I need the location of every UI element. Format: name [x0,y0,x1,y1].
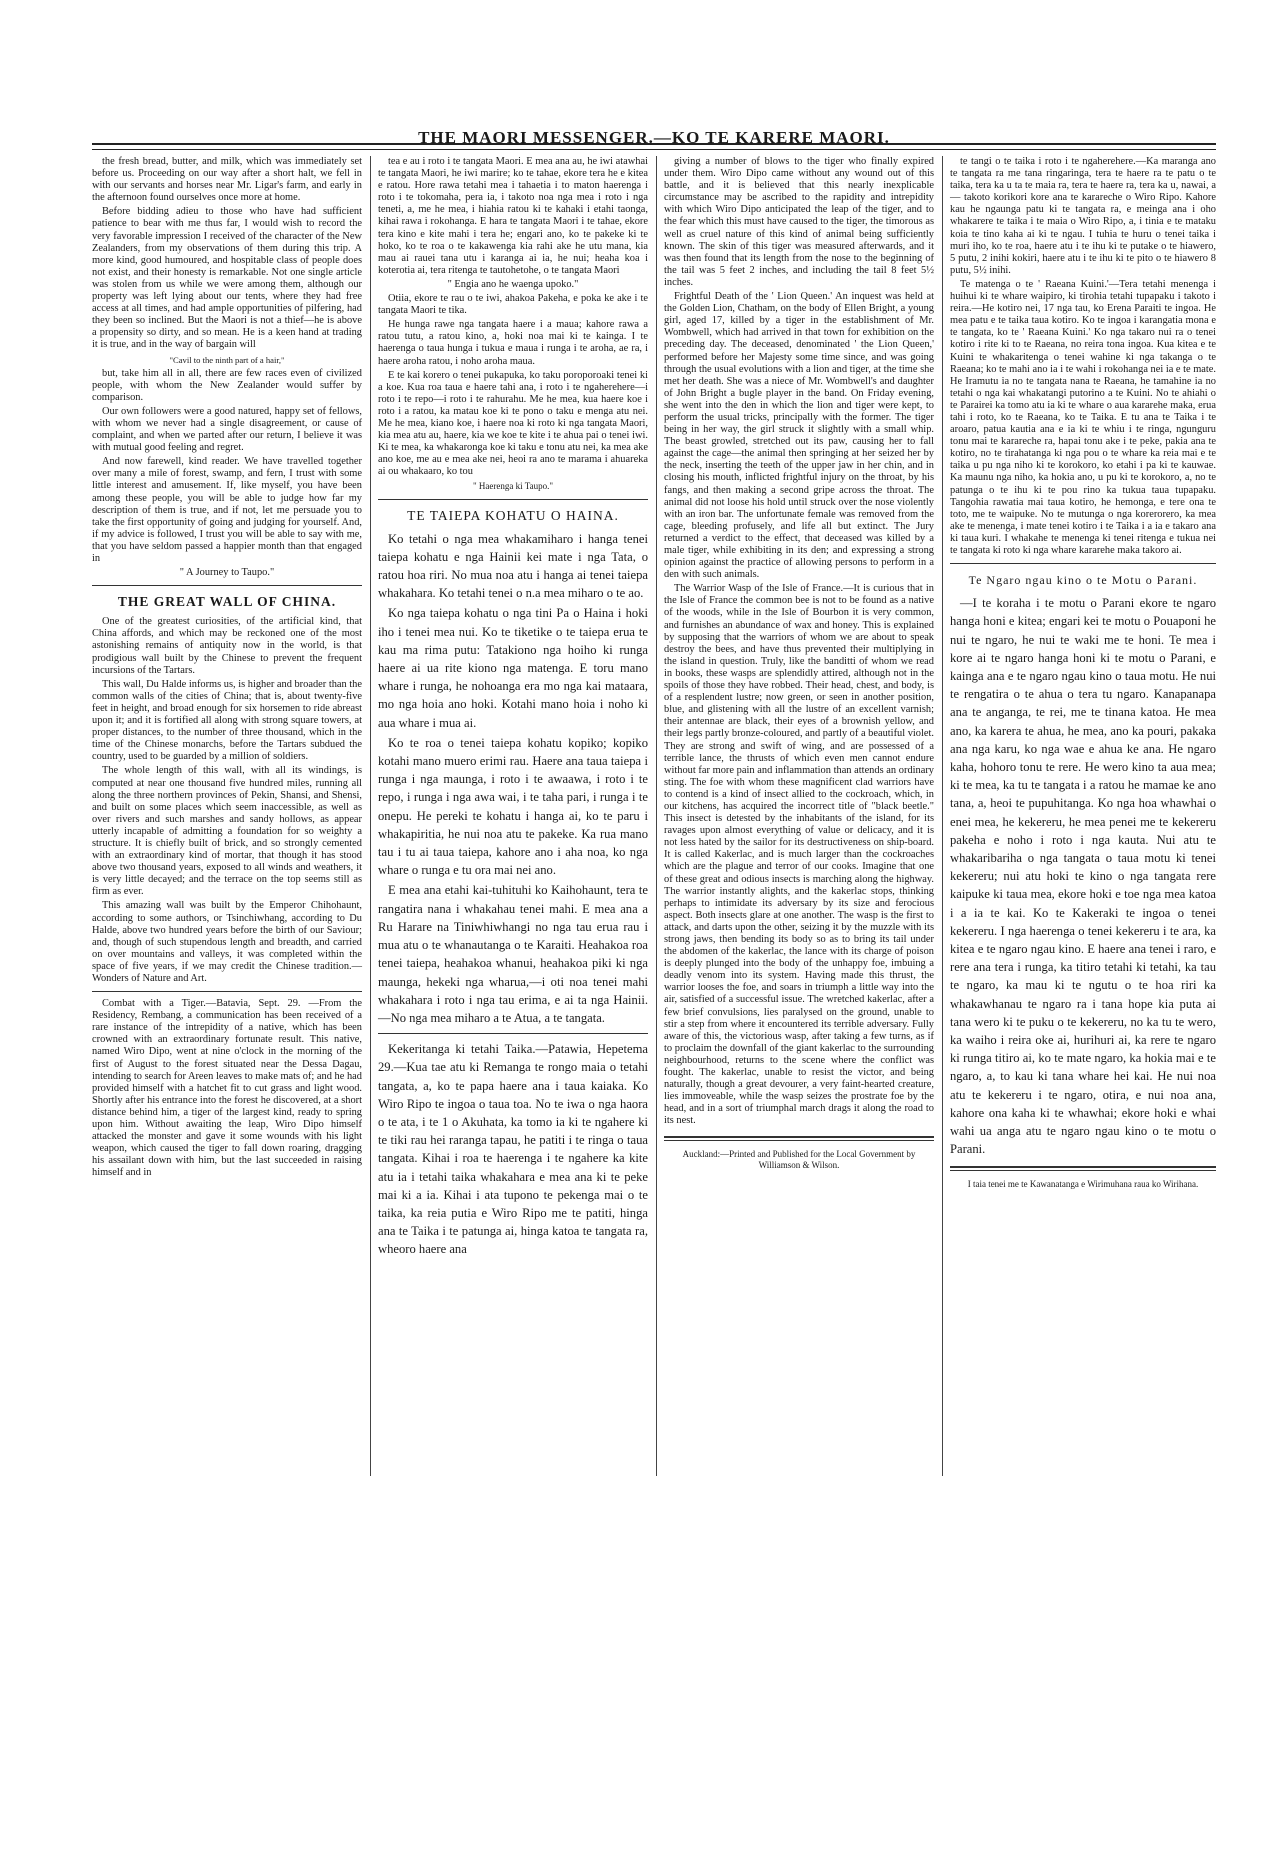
paragraph: giving a number of blows to the tiger who finally expired under them. Wiro Dipo came without any wound out of this battle, and it is believed that this nearly inexplicable circumstance may be ascribed to the rapidity and intrepidity with which Wiro Dipo anticipated the leap of the tiger, and to the fear which this must have caused to the tiger, the timorous as well as cruel nature of this kind of animal being sufficiently known. The skin of this tiger was measured afterwards, and it was then found that its length from the nose to the beginning of the tail was 5 feet 2 inches, and including the tail 8 feet 5½ inches. [664,156,934,288]
paragraph: —I te koraha i te motu o Parani ekore te ngaro hanga honi e kitea; engari kei te motu o Pouaponi he nui te ngaro, he nui te waki me te honi. Te mea i kore ai te ngaro hanga honi ki te motu o Parani, e kainga ana e te ngaro ngau kino o taua motu. He nui te rengatira o te ahua o tera tu ngaro. Kanapanapa ana te anganga, te rei, me te tinana katoa. He mea ano, ka karera te ahua, he mea, ano ka pouri, pakaka ana nga karu, ko nga wae e ahua ke ana. He ngaro kaha, hohoro tonu te rere. He wero kino ta aua mea; ki te mea, ka tu te tangata i a ratou he mamae ke ano tana, a, heoi te pupuhitanga. Ko nga hoa whawhai o enei mea, he kekereru, he mea penei me te kekereru pakeha e noho i roto i nga kauta. Nui atu te whakaribariha o nga tangata o taua motu ki tenei kekereru; nui atu hoki te kino o nga tangata rere kaipuke ki taua mea, ekore hoki e toe nga mea katoa i a ia te kai. Ko te Kakeraki te ingoa o tenei kekereru. I nga haerenga o tenei kekereru i te ara, ka kitea e te ngaro ngau kino. E haere ana tenei i raro, e rere ana tera i runga, ka titiro tetahi ki tetahi, ka tau te ngaro, ka mau ki te ngutu o te hoa riri ka whakawhanau te ngaro ra i tana hope kia puta ai tana wero ki te puku o te kekereru, no ka tu te wero, ka waiho i reira oke ai, hurihuri ai, ka rere te ngaro ki runga titiro ai, ko te mate ngaro, ka hokia mai e te ngaro, a, to kau ki tana whare hei kai. He nui noa atu te kekereru i te ngaro, otira, e nui noa ana, kahore ona kaha ki te whawhai; ekore hoki e whai wahi ua anga atu te ngaro ngau kino o te motu o Parani. [950,596,1216,1157]
masthead [92,128,1216,150]
divider [378,1033,648,1034]
article-heading: TE TAIEPA KOHATU O HAINA. [407,507,619,523]
paragraph: This wall, Du Halde informs us, is higher and broader than the common walls of the cities of China; that is, about twenty-five feet in height, and broad enough for six horsemen to ride abreast upon it; and it is fortified all along with strong square towers, at proper distances, to the number of three thousand, which in the time of the Chinese monarchs, before the Tartars subdued the country, used to be guarded by a million of soldiers. [92,678,362,763]
article-heading: THE GREAT WALL OF CHINA. [117,594,337,610]
quotation: " Engia ano he waenga upoko." [447,278,579,290]
paragraph: And now farewell, kind reader. We have travelled together over many a mile of forest, swamp, and fern, I trust with some little interest and amusement. If, like myself, you have been among these people, you will be able to judge how far my description of them is true, and if not, let me persuade you to take the first opportunity of going and judging for yourself. And, if my advice is followed, I trust you will be able to say with me, that you have seldom passed a happier month than that engaged in [92,456,362,564]
divider [92,585,362,586]
paragraph: He hunga rawe nga tangata haere i a maua; kahore rawa a ratou tutu, a ratou kino, a, hoki noa mai ki te kainga. I te haerenga o taua hunga i tukua e maua i runga i te aroha, ae ra, i haere aroha ratou, i noho aroha maua. [378,319,648,367]
divider [378,499,648,500]
paragraph: Frightful Death of the ' Lion Queen.' An inquest was held at the Golden Lion, Chatham, on the body of Ellen Bright, a young girl, aged 17, killed by a tiger in the establishment of Mr. Wombwell, which had arrived in that town for exhibition on the preceding day. The deceased, denominated ' the Lion Queen,' performed before her Majesty some time since, and was going through the usual evolutions with a lion and tiger, at the time she met her death. She was a niece of Mr. Wombwell's and daughter of John Bright a bugle player in the band. On Friday evening, she went into the den in which the lion and tiger were kept, to perform the usual tricks, principally with the former. The tiger being in her way, the girl struck it slightly with a small whip. The beast growled, stretched out its paw, causing her to fall against the cage—the animal then springing at her seized her by the neck, inserting the teeth of the upper jaw in her chin, and in closing his mouth, inflicted frightful injury on the throat, by his fangs, and then making a second gripe across the throat. The animal did not loose his hold until struck over the nose violently with an iron bar. The unfortunate female was removed from the cage, bleeding profusely, and life all but extinct. The Jury returned a verdict to the effect, that deceased was killed by a male tiger, while exhibiting in its den; and expressing a strong opinion against the practice of allowing persons to perform in a den with such animals. [664,291,934,581]
paragraph: E te kai korero o tenei pukapuka, ko taku poroporoaki tenei ki a koe. Kua roa taua e haere tahi ana, i roto i te ngaherehere—i roto i te repo—i roto i te rahurahu. Me he mea, kua haere koe i roto i a ratou, ka matau koe ki te pono o taku e menga atu nei. Me he mea, kiano koe, i haere noa ki roto ki nga tangata Maori, kia mea atu au, haere, kia we koe te kite i te ahua pai o tenei iwi. Ki te mea, ka whakaronga koe ki taku e tonu atu nei, ka mea ake ano koe, me au e mea ake nei, heoi ra ano te marama i ahuareka ai ou whakaaro, ko tou [378,369,648,478]
printer-imprint: Auckland:—Printed and Published for the Local Government by Williamson & Wilson. [682,1148,916,1170]
column-rule [942,156,943,1476]
column-1 [92,156,362,1182]
divider [92,991,362,992]
column-2 [378,156,648,1261]
divider [950,1166,1216,1171]
masthead-rule [92,143,1216,150]
column-4 [950,156,1216,1190]
paragraph: te tangi o te taika i roto i te ngaherehere.—Ka maranga ano te tangata ra me tana ringaringa, tera te haere ra te patu o te taika, tera ka u ta te maia ra, tera te haere ra, tera ka u, nawai, a— takoto korikori kore ana te karareche o Wiro Ripo. Kahore kau he ngaunga patu ki te tangata ra, e meinga ana i oho whakarere te taika i te maia o Wiro Ripo, a, i tinia e te mataku koia te tino kaha ai ki te ngau. I tuhia te huru o tenei taika i muri iho, ko te roa, haere atu i te ihu ki te putake o te hiawero, 5 putu, 2 inihi kokiri, haere atu i te ihu ki te pito o te hiawero 8 putu, 5½ inihi. [950,156,1216,276]
column-3 [664,156,934,1171]
paragraph: Otiia, ekore te rau o te iwi, ahakoa Pakeha, e poka ke ake i te tangata Maori te tika. [378,293,648,317]
paragraph: the fresh bread, butter, and milk, which was immediately set before us. Proceeding on our way after a short halt, we fell in with our servants and horses near Mr. Ligar's farm, and early in the afternoon found ourselves once more at home. [92,156,362,204]
paragraph: Our own followers were a good natured, happy set of fellows, with whom we never had a single disagreement, or cause of complaint, and when we parted after our return, I believe it was with mutual good feeling and regret. [92,405,362,454]
paragraph: The Warrior Wasp of the Isle of France.—It is curious that in the Isle of France the common bee is not to be found as a native of the woods, while in the Isle of Bourbon it is very common, and furnishes an abundance of wax and honey. This is explained by supposing that the warriors of whom we are about to speak destroy the bees, and have thus prevented their multiplying in the island in question. Truly, like the banditti of whom we read in books, these wasps are splendidly attired, although not in the spoils of those they have robbed. Their head, chest, and body, is of a resplendent lustre; now green, or seen in another position, blue, and glistening with all the lustre of an excellent varnish; their antennae are black, their eyes of a brownish yellow, and their legs partly bronze-coloured, and partly of a beautiful violet. They are strong and swift of wing, and are possessed of a terrible lance, the thrusts of which even men cannot endure without far more pain and inflammation than attends an ordinary sting. The foe with whom these magnificent clad warriors have to contend is a kind of insect allied to the cockroach, which, in our kitchens, has acquired the incorrect title of "black beetle." This insect is detested by the inhabitants of the island, for its ravages upon almost everything of value or delicacy, and it is not less hated by the sailor for its destructiveness on ship-board. It is called Kakerlac, and is much larger than the cockroaches which are the plague and terror of our cooks. Imagine that one of these great and odious insects is marching along the highway. The warrior instantly alights, and the kakerlac stops, thinking perhaps to intimidate its adversary by its size and ferocious aspect. Both insects glare at one another. The wasp is the first to attack, and darts upon the other, seizing it by the muzzle with its strong jaws, then bending its body so as to bring its tail under the abdomen of the kakerlac, the lance with its charge of poison is deeply plunged into the body of the unhappy foe, imbuing a deadly venom into its system. Having made this thrust, the warrior looses the foe, and soars in triumph a little way into the air, satisfied of a successful issue. The wretched kakerlac, after a few brief convulsions, lies paralysed on the ground, unable to stir a step from where it encountered its terrible adversary. Fully aware of this, the victorious wasp, after taking a few turns, as if to proclaim the downfall of the giant kakerlac to the surrounding neighbourhood, returns to the scene where the conflict was fought. The kakerlac, unable to resist the victor, and being naturally, though a great devourer, a very faint-hearted creature, lies immoveable, while the wasp seizes the prostrate foe by the head, and in a sort of triumphal march drags it along the road to its nest. [664,583,934,1127]
columns [92,156,1216,1854]
paragraph: tea e au i roto i te tangata Maori. E mea ana au, he iwi atawhai te tangata Maori, he iwi marire; ko te tahae, ekore tera he e kitea e ratou. Hore rawa tetahi mea i tahaetia i to maton haerenga i roto i te tokomaha, pera ia, i takoto noa nga mea i roto i nga teneti, a, me he mea, i hiahia ratou ki te kahaki i etahi taonga, kihai rawa i rokohanga. E hara te tangata Maori i te tahae, ekore tera kino e kite mahi i tera he; engari ano, ko te pakeke ki te hoko, ko te roa o te kakawenga kia rahi ake he utu mana, kia mau ai rauei tana utu i karanga ai ia, he nui; heaha koa i koterotia ai, tera ritenga te tautohetohe, o te tangata Maori [378,156,648,276]
paragraph: The whole length of this wall, with all its windings, is computed at near one thousand five hundred miles, running all along the three northern provinces of Pekin, Shansi, and Shensi, and built on some places which seem inaccessible, as well as over rivers and such marshes and sandy hollows, as appear utterly incapable of admitting a foundation for so weighty a structure. It is chiefly built of brick, and so strongly cemented with an extraordinary kind of mortar, that though it has stood above two thousand years, exposed to all winds and weathers, it is very little decayed; and the terrace on the top seems still as firm as ever. [92,765,362,898]
paragraph: but, take him all in all, there are few races even of civilized people, with whom the New Zealander would suffer by comparison. [92,367,362,403]
paragraph: One of the greatest curiosities, of the artificial kind, that China affords, and which may be reckoned one of the most astonishing remains of antiquity now in the world, is that prodigious wall built by the Chinese to prevent the frequent incursions of the Tartars. [92,616,362,676]
paragraph: Combat with a Tiger.—Batavia, Sept. 29. —From the Residency, Rembang, a communication has been received of a rare instance of the intrepidity of a native, which has been crowned with an extraordinary fortunate result. This native, named Wiro Dipo, went at nine o'clock in the morning of the first of August to the forest situated near the Dessa Dagau, intending to search for Areen leaves to make mats of; and he had provided himself with a hatchet fit to cut grass and light wood. Shortly after his entrance into the forest he discovered, at a short distance behind him, a tiger of the largest kind, ready to spring upon him. Without awaiting the leap, Wiro Dipo himself attacked the monster and gave it some wounds with his light weapon, which caused the tiger to fall down roaring, dragging his assailant down with him, but the last succeeded in raising himself and in [92,998,362,1179]
paragraph: Te matenga o te ' Raeana Kuini.'—Tera tetahi menenga i huihui ki te whare waipiro, ki tirohia tetahi tupapaku i takoto i reira.—He kotiro nei, 17 nga tau, ko Erena Paraiti te ingoa. He mea patu e te taika taua kotiro. Ko te ingoa i karangatia mona e te tangata, ko te ' Raeana Kuini.' Ko nga takaro nui ra o tenei kotiro i rite ki to te Raeana, no reira tona ingoa. Kua kitea e te Kuini te whakaritenga o tenei wahine ki nga takanga o te Raeana; ko te mahi ano ia i te wahi i rokohanga nei ia e te mate. He Iramutu ia no te tangata nana te Raeana, he tamahine ia no tetahi o nga kai whakatangi putorino a te Kuini. No te ahiahi o te Parairei ka tomo atu ia ki te whare o aua kararehe maka, erua tahi i roto, ko te Raeana, ko te Taika. E tu ana te Taika i te aroaro, patua kautia ana e ia ki te whiu i te ringa, ngunguru tonu mai te karareche ra, hapai tonu ake i te peke, pakia ana te kotiro, no te tirahatanga ki nga pou o te whare ka reia mai e te taika u pu nga niho ki te korokoro, ko etahi i pa ki te kauwae. Ka maunu nga niho, ka hokia ano, u pu ki te korokoro, a, no te patunga o te ihu ki te pou rino ka tukua taua tupapaku. Tangohia rawatia mai taua kotiro, he hemonga, e tere ona te toto, me te waipuke. No te mutunga o nga korerorero, ka mea ake te menenga, i mate tenei kotiro i te Taika i a ia e takaro ana ki taua kuri. I whakahe te menenga ki tenei ritenga e tukua nei te tangata ki roto ki nga whare kararehe maka takoro ai. [950,278,1217,556]
paragraph: E mea ana etahi kai-tuhituhi ko Kaihohaunt, tera te rangatira nana i whakahau tenei mahi. E mea ana a Ru Harare na Tiniwhiwhangi no nga tau erua rau i mua atu o te whanautanga o te Karaiti. Heahakoa roa tenei taiepa, heahakoa whanui, heahakoa piki ki nga maunga, hekeki nga wharua,—i oti noa tenei mahi whakahara i roto i nga tau erima, e ai ta nga Hainii.—No nga mea miharo a te Atua, a te tangata. [378,883,648,1025]
masthead-title: THE MAORI MESSENGER.—KO TE KARERE MAORI. [418,128,890,147]
quotation: "Cavil to the ninth part of a hair," [169,354,285,365]
printer-imprint-maori: I taia tenei me te Kawanatanga e Wirimuhana raua ko Wirihana. [967,1179,1199,1190]
paragraph: Kekeritanga ki tetahi Taika.—Patawia, Hepetema 29.—Kua tae atu ki Remanga te rongo maia o tetahi tangata, a, ko te papa haere ana i taua kaiaka. Ko Wiro Ripo te ingoa o taua toa. No te iwa o nga haora o te ata, i te 1 o Akuhata, ka tomo ia ki te ngahere ki te tiki rau hei raranga tapau, he patiti i te ringa o taua tangata. Kihai i roa te haerenga i te ngahere ka kite atu ia i tetahi taika whakahara e mea ana ki te peke mai ki a ia. Kihai i ata tupono te pekenga mai o te taika, ka reia putia e Wiro Ripo me te patiti, hinga ana te Taika i te patunga ai, hinga katoa te tangata ra, wheoro haere ana [378,1042,648,1257]
article-heading: Te Ngaro ngau kino o te Motu o Parani. [968,573,1198,588]
paragraph: Ko nga taiepa kohatu o nga tini Pa o Haina i hoki iho i tenei mea nui. Ko te tiketike o te taiepa erua te kau ma rima putu: Tatakiono nga hoiho ki runga haere ai ua rite kiono nga matenga. E toru mano whare i runga, he nohoanga era mo nga kai mataara, mo nga hoia ano hoki. Kotahi mano hoia i noho ki aua whare i mua ai. [378,606,648,730]
column-rule [370,156,371,1476]
divider [950,563,1216,564]
paragraph: This amazing wall was built by the Emperor Chihohaunt, according to some authors, or Tsinchiwhang, according to Du Halde, above two hundred years before the birth of our Saviour; and, though of such stupendous length and breadth, and carried on over mountains and valleys, it was completed within the space of five years, if we may credit the Chinese tradition.— Wonders of Nature and Art. [92,900,362,984]
paragraph: Before bidding adieu to those who have had sufficient patience to bear with me thus far, I would wish to record the very favorable impression I received of the character of the New Zealanders, from my observations of them during this trip. A more kind, good humoured, and hospitable class of people does not exist, and their honesty is remarkable. Not one single article was stolen from us while we were among them, although our property was left lying about our tents, where they had free access at all times, and had ample opportunities of pilfering, had they been so inclined. But the Maori is not a thief—he is above a propensity so dirty, and so mean. He is a keen hand at trading it is true, and in the way of bargain will [92,206,362,351]
divider [664,1136,934,1141]
column-rule [656,156,657,1476]
signature-line: " Haerenga ki Taupo." [472,481,554,492]
paragraph: Ko tetahi o nga mea whakamiharo i hanga tenei taiepa kohatu e nga Hainii kei mate i nga Tata, o ratou hoa riri. No mua noa atu i hanga ai tenei taiepa whakahara. Ko tetahi tenei o n.a mea miharo o te ao. [378,531,648,601]
signature-line: " A Journey to Taupo." [179,567,275,579]
paragraph: Ko te roa o tenei taiepa kohatu kopiko; kopiko kotahi mano muero erimi rau. Haere ana taua taiepa i runga i nga maunga, i roto i te awaawa, i roto i te repo, i runga i nga awa wai, i te taha pari, i runga i te onepu. He pereki te kohatu i hanga ai, ko te paru i whakapiritia, he nui noa atu te pakeke. Ka rua mano tau i tu ai taua taiepa, kahore ano i aha noa, ko nga whare o runga e tu ora mai nei ano. [378,735,648,878]
